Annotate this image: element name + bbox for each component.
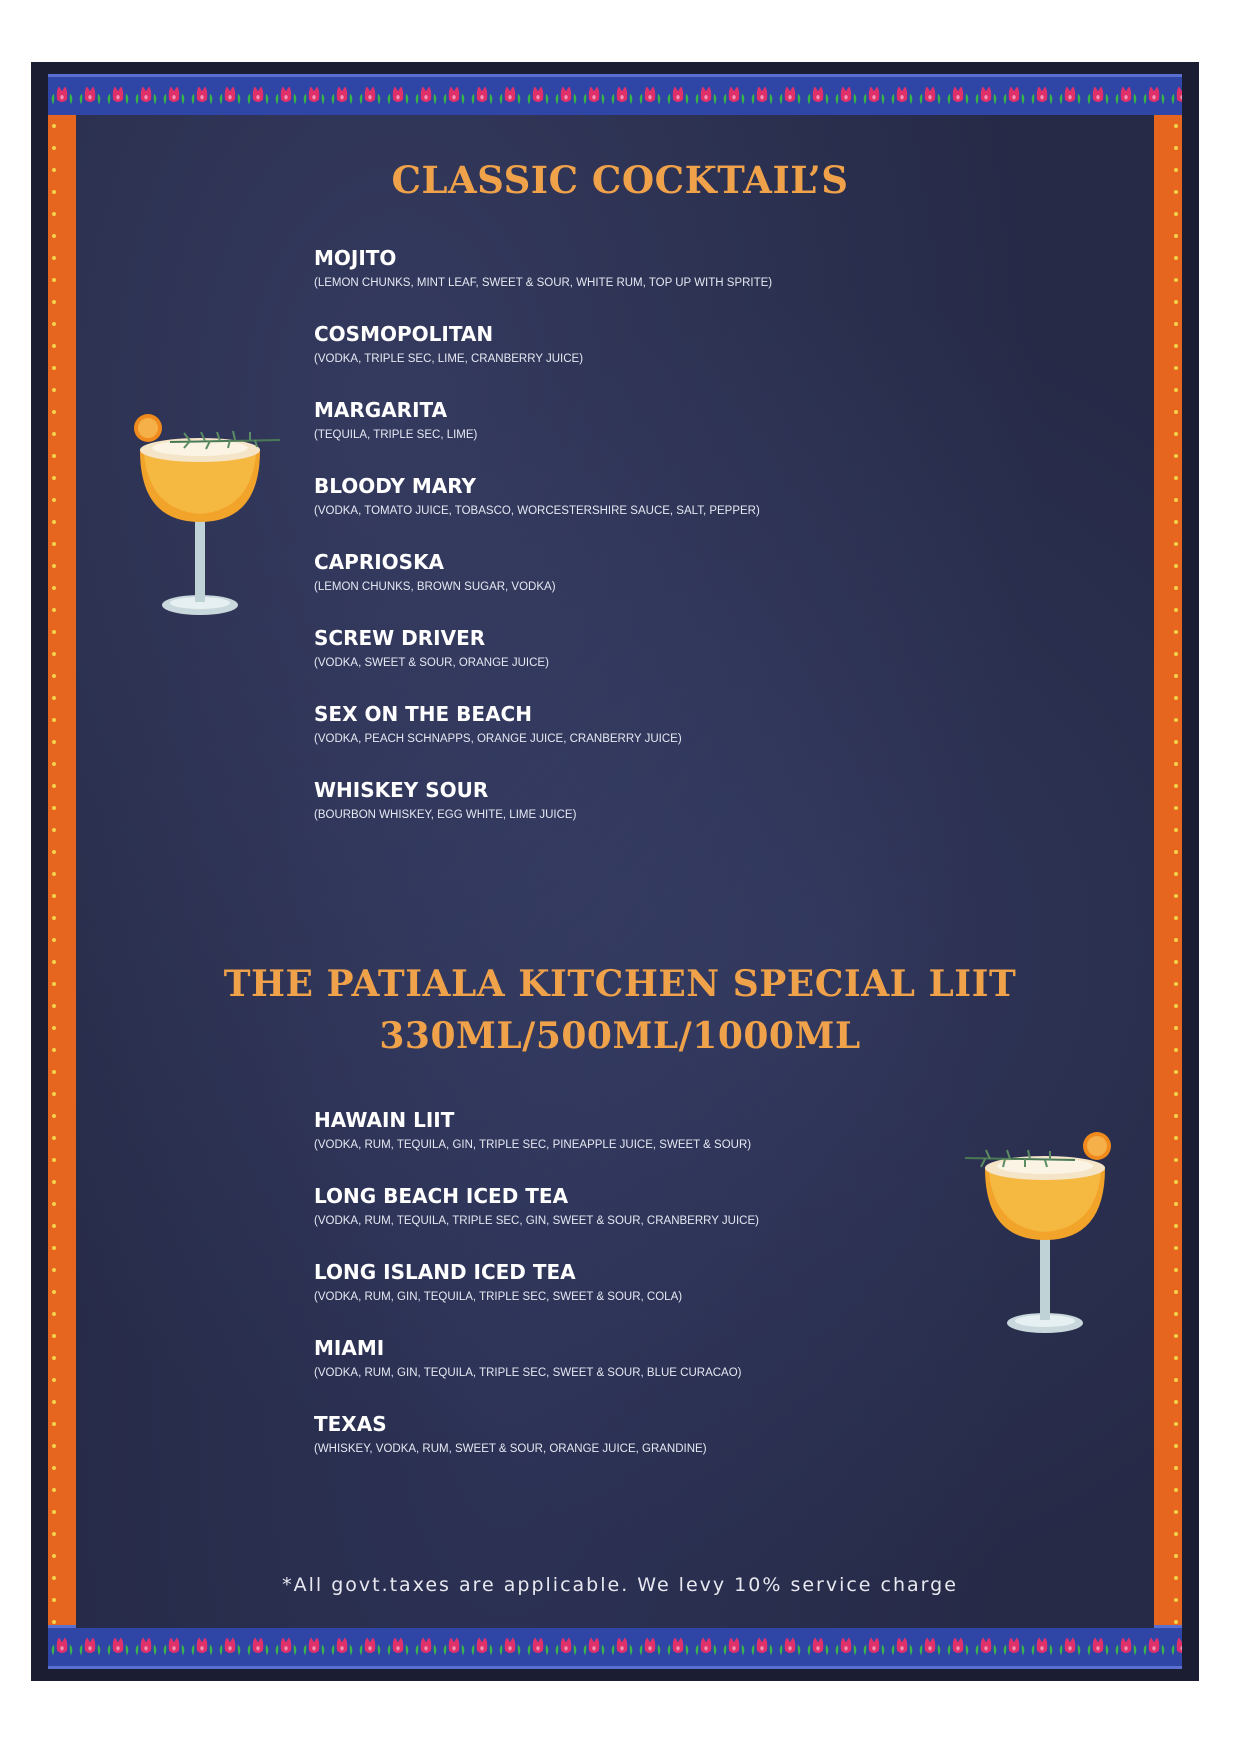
tax-footnote: *All govt.taxes are applicable. We levy 10% service charge <box>282 1574 958 1596</box>
list-item <box>314 1335 759 1411</box>
list-item <box>314 625 772 701</box>
item-ingredients: (BOURBON WHISKEY, EGG WHITE, LIME JUICE) <box>314 809 577 821</box>
special-liit-title: THE PATIALA KITCHEN SPECIAL LIIT <box>223 963 1017 1005</box>
list-item <box>314 321 772 397</box>
list-item <box>314 473 772 549</box>
list-item <box>314 777 772 853</box>
item-name: SEX ON THE BEACH <box>314 702 532 726</box>
item-name: CAPRIOSKA <box>314 550 445 574</box>
list-item <box>314 397 772 473</box>
top-tulip-border <box>48 74 1182 118</box>
item-name: BLOODY MARY <box>314 474 477 498</box>
cocktail-glass-icon <box>955 1128 1115 1338</box>
item-ingredients: (WHISKEY, VODKA, RUM, SWEET & SOUR, ORANGE JUICE, GRANDINE) <box>314 1443 707 1455</box>
classic-cocktails-heading: CLASSIC COCKTAIL’S <box>391 158 849 202</box>
item-name: SCREW DRIVER <box>314 626 486 650</box>
item-name: HAWAIN LIIT <box>314 1108 455 1132</box>
item-name: TEXAS <box>314 1412 387 1436</box>
item-ingredients: (TEQUILA, TRIPLE SEC, LIME) <box>314 429 478 441</box>
item-ingredients: (VODKA, PEACH SCHNAPPS, ORANGE JUICE, CRANBERRY JUICE) <box>314 733 682 745</box>
list-item <box>314 549 772 625</box>
cocktail-glass-icon <box>130 410 290 620</box>
list-item <box>314 1411 759 1487</box>
item-ingredients: (VODKA, RUM, TEQUILA, TRIPLE SEC, GIN, SWEET & SOUR, CRANBERRY JUICE) <box>314 1215 759 1227</box>
list-item <box>314 1259 759 1335</box>
item-ingredients: (VODKA, RUM, TEQUILA, GIN, TRIPLE SEC, PINEAPPLE JUICE, SWEET & SOUR) <box>314 1139 752 1151</box>
item-name: MARGARITA <box>314 398 448 422</box>
item-ingredients: (LEMON CHUNKS, MINT LEAF, SWEET & SOUR, WHITE RUM, TOP UP WITH SPRITE) <box>314 277 773 289</box>
item-name: MIAMI <box>314 1336 385 1360</box>
item-ingredients: (LEMON CHUNKS, BROWN SUGAR, VODKA) <box>314 581 556 593</box>
item-ingredients: (VODKA, TOMATO JUICE, TOBASCO, WORCESTERSHIRE SAUCE, SALT, PEPPER) <box>314 505 760 517</box>
left-dotted-border <box>48 115 76 1628</box>
item-name: WHISKEY SOUR <box>314 778 489 802</box>
item-ingredients: (VODKA, SWEET & SOUR, ORANGE JUICE) <box>314 657 549 669</box>
special-liit-list <box>314 1107 759 1487</box>
item-name: MOJITO <box>314 246 397 270</box>
item-ingredients: (VODKA, RUM, GIN, TEQUILA, TRIPLE SEC, SWEET & SOUR, BLUE CURACAO) <box>314 1367 742 1379</box>
item-ingredients: (VODKA, TRIPLE SEC, LIME, CRANBERRY JUICE) <box>314 353 584 365</box>
item-name: COSMOPOLITAN <box>314 322 494 346</box>
special-liit-sizes: 330ML/500ML/1000ML <box>379 1015 861 1057</box>
list-item <box>314 1183 759 1259</box>
classic-cocktails-list <box>314 245 772 853</box>
right-dotted-border <box>1154 115 1182 1628</box>
list-item <box>314 701 772 777</box>
bottom-tulip-border <box>48 1625 1182 1669</box>
item-name: LONG ISLAND ICED TEA <box>314 1260 576 1284</box>
special-liit-heading <box>0 958 1240 1062</box>
item-ingredients: (VODKA, RUM, GIN, TEQUILA, TRIPLE SEC, SWEET & SOUR, COLA) <box>314 1291 683 1303</box>
list-item <box>314 245 772 321</box>
list-item <box>314 1107 759 1183</box>
item-name: LONG BEACH ICED TEA <box>314 1184 569 1208</box>
